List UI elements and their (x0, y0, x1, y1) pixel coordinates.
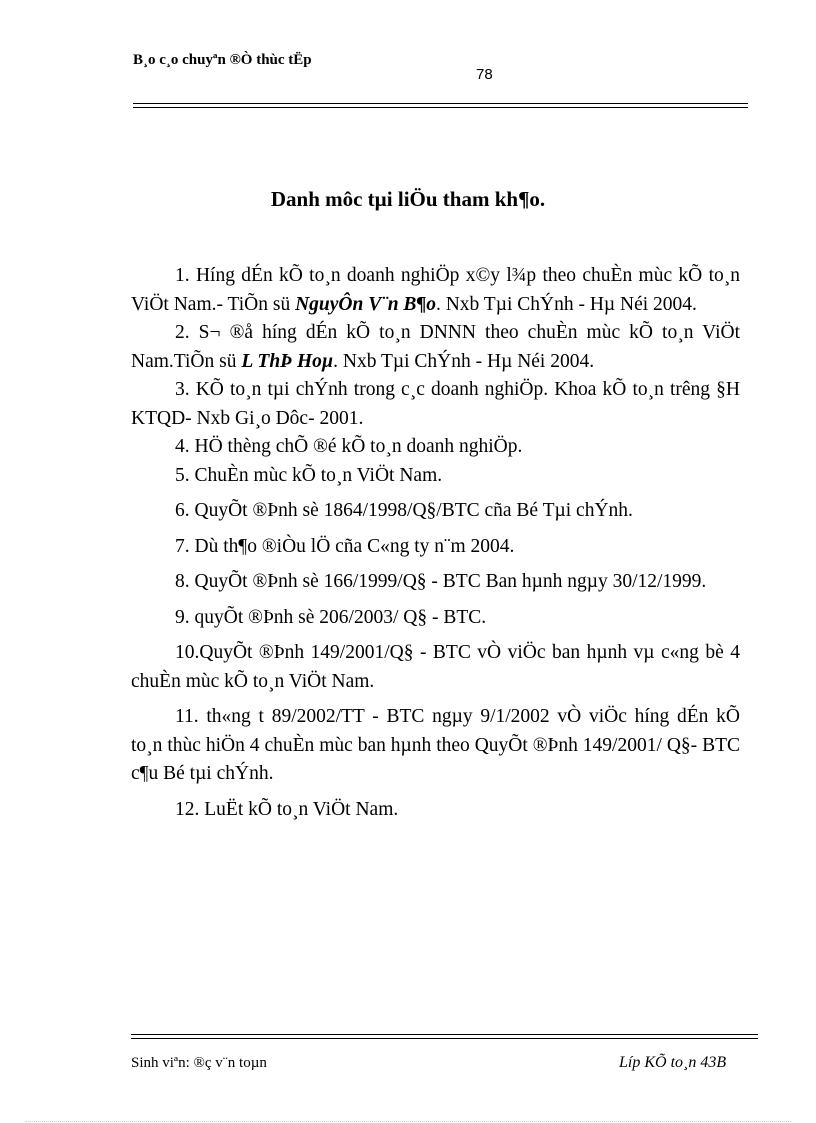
running-header: B¸o c¸o chuyªn ®Ò thùc tËp (133, 52, 312, 68)
page-number: 78 (476, 66, 493, 83)
reference-item-10: 10.QuyÕt ®Þnh 149/2001/Q§ - BTC vÒ viÖc ban hµnh vµ c«ng bè 4 chuÈn mùc kÕ to¸n ViÖt Nam. (131, 642, 740, 692)
reference-item-6: 6. QuyÕt ®Þnh sè 1864/1998/Q§/BTC cña Bé Tµi chÝnh. (175, 500, 633, 521)
reference-item-3: 3. KÕ to¸n tµi chÝnh trong c¸c doanh nghiÖp. Khoa kÕ to¸n trêng §H KTQD- Nxb Gi¸o Dôc- 2001. (131, 379, 740, 429)
footer-double-rule (131, 1034, 758, 1039)
reference-item-1: 1. Híng dÉn kÕ to¸n doanh nghiÖp x©y l¾p theo chuÈn mùc kÕ to¸n ViÖt Nam.- TiÕn sü NguyÔn V¨n B¶o. Nxb Tµi ChÝnh - Hµ Néi 2004. (131, 265, 740, 315)
reference-item-2: 2. S¬ ®å híng dÉn kÕ to¸n DNNN theo chuÈn mùc kÕ to¸n ViÖt Nam.TiÕn sü L ThÞ Hoµ. Nxb Tµi ChÝnh - Hµ Néi 2004. (131, 322, 740, 372)
reference-item-9: 9. quyÕt ®Þnh sè 206/2003/ Q§ - BTC. (175, 606, 487, 628)
author-name: NguyÔn V¨n B¶o (295, 293, 436, 315)
page-title: Danh môc tµi liÖu tham kh¶o. (270, 187, 546, 211)
page-edge (25, 1121, 791, 1122)
reference-item-5: 5. ChuÈn mùc kÕ to¸n ViÖt Nam. (175, 464, 443, 486)
header-double-rule (133, 103, 748, 108)
reference-item-4: 4. HÖ thèng chÕ ®é kÕ to¸n doanh nghiÖp. (175, 436, 523, 457)
reference-item-8: 8. QuyÕt ®Þnh sè 166/1999/Q§ - BTC Ban hµnh ngµy 30/12/1999. (175, 571, 707, 592)
footer-class: Líp KÕ to¸n 43B (619, 1054, 727, 1071)
reference-item-7: 7. Dù th¶o ®iÒu lÖ cña C«ng ty n¨m 2004. (175, 535, 515, 557)
reference-item-11: 11. th«ng t 89/2002/TT - BTC ngµy 9/1/2002 vÒ viÖc híng dÉn kÕ to¸n thùc hiÖn 4 chuÈn mùc ban hµnh theo QuyÕt ®Þnh 149/2001/ Q§- BTC c¶u Bé tµi chÝnh. (131, 706, 740, 784)
footer-student: Sinh viªn: ®ç v¨n toµn (131, 1055, 267, 1071)
reference-item-12: 12. LuËt kÕ to¸n ViÖt Nam. (175, 798, 399, 820)
reference-list (131, 262, 740, 824)
author-name: L ThÞ Hoµ (241, 350, 334, 372)
